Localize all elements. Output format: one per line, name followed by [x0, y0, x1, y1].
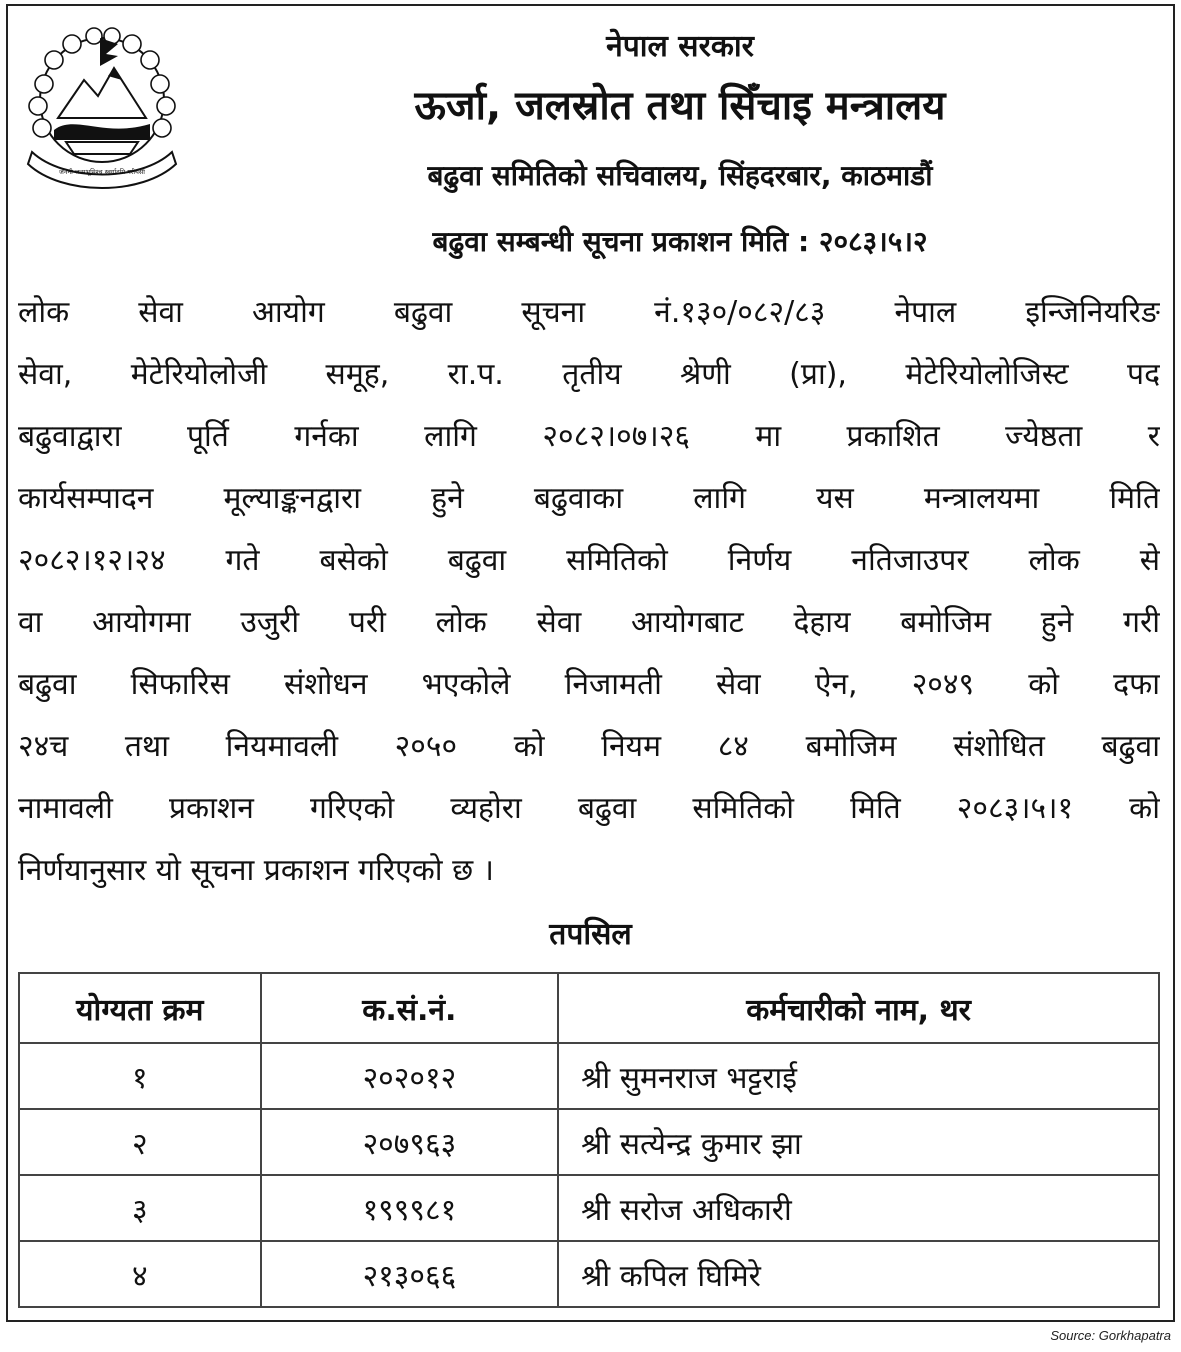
body-line: सेवा, मेटेरियोलोजी समूह, रा.प. तृतीय श्रेणी (प्रा), मेटेरियोलोजिस्ट पद: [18, 357, 1160, 392]
col-header-employee-id: क.सं.नं.: [261, 973, 559, 1043]
body-line: निर्णयानुसार यो सूचना प्रकाशन गरिएको छ ।: [18, 853, 495, 888]
table-row: [19, 1109, 1159, 1175]
body-line: नामावली प्रकाशन गरिएको व्यहोरा बढुवा समितिको मिति २०८३।५।१ को: [18, 791, 1160, 826]
employee-name-cell: श्री कपिल घिमिरे: [558, 1241, 1159, 1307]
ministry-title: ऊर्जा, जलस्रोत तथा सिँचाइ मन्त्रालय: [414, 83, 946, 129]
body-line: लोक सेवा आयोग बढुवा सूचना नं.१३०/०८२/८३ नेपाल इन्जिनियरिङ: [18, 295, 1160, 330]
body-line: कार्यसम्पादन मूल्याङ्कनद्वारा हुने बढुवाका लागि यस मन्त्रालयमा मिति: [18, 481, 1160, 516]
table-title: तपसिल: [549, 917, 632, 952]
body-line: बढुवाद्वारा पूर्ति गर्नका लागि २०८२।०७।२६ मा प्रकाशित ज्येष्ठता र: [18, 419, 1160, 454]
table-row: [19, 1043, 1159, 1109]
body-line: २०८२।१२।२४ गते बसेको बढुवा समितिको निर्णय नतिजाउपर लोक से: [18, 543, 1160, 578]
table-row: [19, 1175, 1159, 1241]
body-line: २४च तथा नियमावली २०५० को नियम ८४ बमोजिम संशोधित बढुवा: [18, 729, 1160, 764]
source-credit: Source: Gorkhapatra: [1050, 1328, 1171, 1343]
col-header-merit-order: योग्यता क्रम: [19, 973, 261, 1043]
employee-id-cell: २१३०६६: [261, 1241, 559, 1307]
body-line: वा आयोगमा उजुरी परी लोक सेवा आयोगबाट देहाय बमोजिम हुने गरी: [18, 605, 1160, 640]
merit-order-cell: ४: [19, 1241, 261, 1307]
employee-id-cell: २०७९६३: [261, 1109, 559, 1175]
merit-order-cell: ३: [19, 1175, 261, 1241]
body-line: बढुवा सिफारिस संशोधन भएकोले निजामती सेवा ऐन, २०४९ को दफा: [18, 667, 1160, 702]
employee-id-cell: २०२०१२: [261, 1043, 559, 1109]
employee-name-cell: श्री सरोज अधिकारी: [558, 1175, 1159, 1241]
emblem-ribbon-text: जननी जन्मभूमिश्च स्वर्गादपि गरीयसी: [59, 168, 145, 176]
notice-title: बढुवा सम्बन्धी सूचना प्रकाशन मिति : २०८३।५।२: [432, 225, 928, 258]
notice-body: [18, 282, 1160, 902]
employee-name-cell: श्री सत्येन्द्र कुमार झा: [558, 1109, 1159, 1175]
merit-order-cell: १: [19, 1043, 261, 1109]
col-header-employee-name: कर्मचारीको नाम, थर: [558, 973, 1159, 1043]
nepal-government-emblem-icon: [14, 14, 190, 190]
government-title: नेपाल सरकार: [606, 29, 754, 64]
employee-id-cell: १९९९८१: [261, 1175, 559, 1241]
promotion-table: [18, 972, 1160, 1308]
employee-name-cell: श्री सुमनराज भट्टराई: [558, 1043, 1159, 1109]
table-header-row: [19, 973, 1159, 1043]
table-row: [19, 1241, 1159, 1307]
merit-order-cell: २: [19, 1109, 261, 1175]
secretariat-title: बढुवा समितिको सचिवालय, सिंहदरबार, काठमाडौं: [427, 159, 933, 192]
